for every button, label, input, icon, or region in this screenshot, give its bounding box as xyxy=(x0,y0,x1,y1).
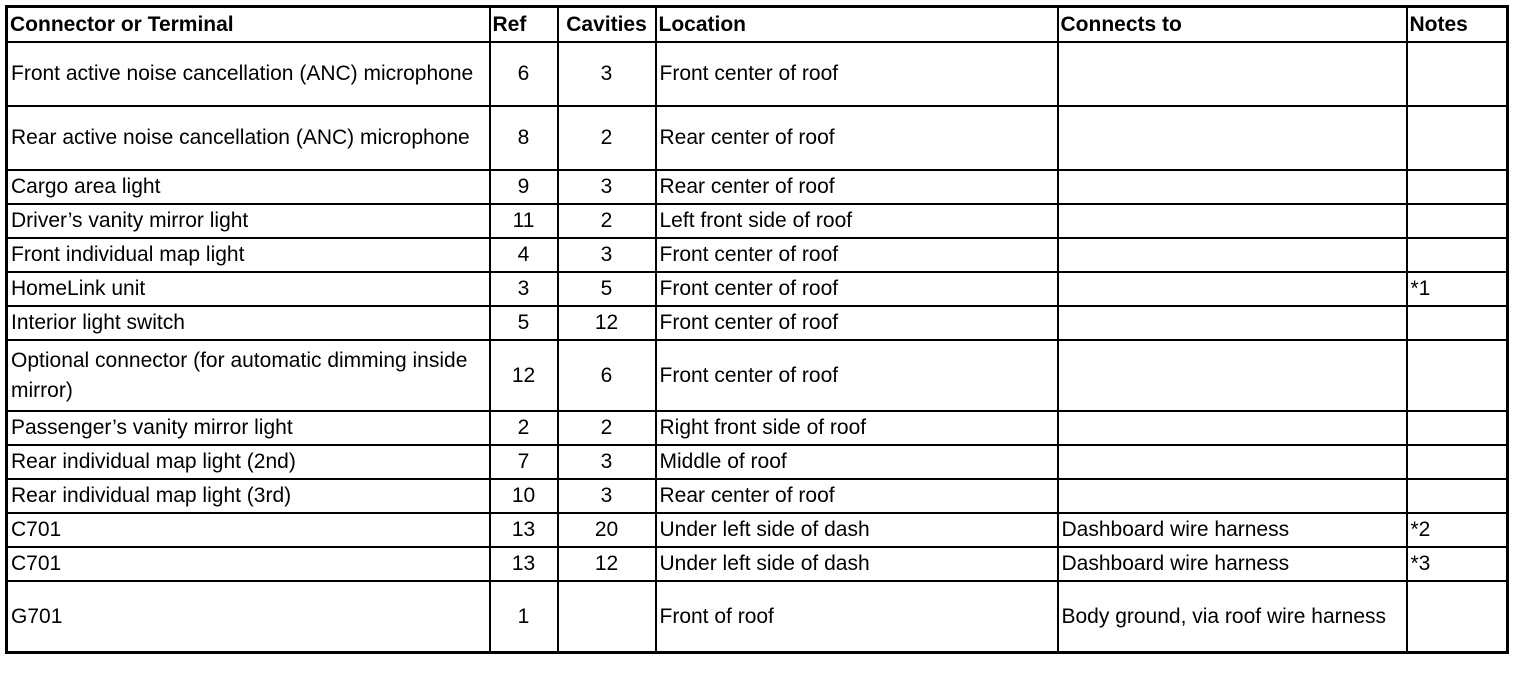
cell-notes: *3 xyxy=(1407,547,1508,581)
cell-connects-to xyxy=(1058,106,1407,170)
table-row xyxy=(7,479,1508,513)
cell-notes: *1 xyxy=(1407,272,1508,306)
cell-cavities: 2 xyxy=(558,204,656,238)
cell-cavities: 3 xyxy=(558,479,656,513)
table-row xyxy=(7,238,1508,272)
col-header-cavities: Cavities xyxy=(558,7,656,43)
cell-notes xyxy=(1407,340,1508,411)
cell-location: Rear center of roof xyxy=(656,479,1058,513)
cell-notes xyxy=(1407,411,1508,445)
cell-cavities: 3 xyxy=(558,238,656,272)
cell-location: Under left side of dash xyxy=(656,513,1058,547)
cell-notes xyxy=(1407,170,1508,204)
cell-location: Front center of roof xyxy=(656,238,1058,272)
table-row xyxy=(7,547,1508,581)
col-header-ref: Ref xyxy=(490,7,558,43)
cell-notes xyxy=(1407,204,1508,238)
cell-connects-to xyxy=(1058,272,1407,306)
cell-location: Under left side of dash xyxy=(656,547,1058,581)
cell-cavities: 3 xyxy=(558,42,656,106)
table-row xyxy=(7,445,1508,479)
cell-location: Left front side of roof xyxy=(656,204,1058,238)
cell-ref: 3 xyxy=(490,272,558,306)
cell-cavities: 3 xyxy=(558,170,656,204)
cell-ref: 13 xyxy=(490,513,558,547)
cell-connects-to: Dashboard wire harness xyxy=(1058,513,1407,547)
cell-location: Rear center of roof xyxy=(656,170,1058,204)
header-row xyxy=(7,7,1508,43)
cell-ref: 9 xyxy=(490,170,558,204)
table-row xyxy=(7,170,1508,204)
cell-connector: Front active noise cancellation (ANC) microphone xyxy=(7,42,490,106)
cell-notes xyxy=(1407,479,1508,513)
cell-cavities: 5 xyxy=(558,272,656,306)
table-row xyxy=(7,411,1508,445)
cell-notes xyxy=(1407,581,1508,653)
cell-cavities: 2 xyxy=(558,411,656,445)
table-row xyxy=(7,42,1508,106)
table-row xyxy=(7,306,1508,340)
cell-cavities xyxy=(558,581,656,653)
cell-connects-to xyxy=(1058,479,1407,513)
cell-ref: 8 xyxy=(490,106,558,170)
cell-connects-to: Dashboard wire harness xyxy=(1058,547,1407,581)
cell-cavities: 12 xyxy=(558,547,656,581)
cell-connects-to xyxy=(1058,170,1407,204)
cell-ref: 7 xyxy=(490,445,558,479)
cell-ref: 10 xyxy=(490,479,558,513)
cell-notes xyxy=(1407,445,1508,479)
cell-location: Front of roof xyxy=(656,581,1058,653)
cell-connector: Rear individual map light (3rd) xyxy=(7,479,490,513)
table-row xyxy=(7,106,1508,170)
cell-location: Front center of roof xyxy=(656,42,1058,106)
table-row xyxy=(7,272,1508,306)
cell-connects-to: Body ground, via roof wire harness xyxy=(1058,581,1407,653)
cell-location: Middle of roof xyxy=(656,445,1058,479)
cell-ref: 4 xyxy=(490,238,558,272)
cell-ref: 1 xyxy=(490,581,558,653)
cell-connects-to xyxy=(1058,204,1407,238)
col-header-connects-to: Connects to xyxy=(1058,7,1407,43)
cell-location: Front center of roof xyxy=(656,340,1058,411)
cell-notes xyxy=(1407,42,1508,106)
cell-connector: Optional connector (for automatic dimming inside mirror) xyxy=(7,340,490,411)
table-row xyxy=(7,581,1508,653)
cell-connector: Cargo area light xyxy=(7,170,490,204)
cell-connector: Interior light switch xyxy=(7,306,490,340)
cell-connector: C701 xyxy=(7,547,490,581)
cell-connector: Driver’s vanity mirror light xyxy=(7,204,490,238)
cell-connects-to xyxy=(1058,340,1407,411)
cell-location: Front center of roof xyxy=(656,272,1058,306)
cell-connector: G701 xyxy=(7,581,490,653)
table-row xyxy=(7,204,1508,238)
cell-connects-to xyxy=(1058,445,1407,479)
table-row xyxy=(7,513,1508,547)
cell-connector: Passenger’s vanity mirror light xyxy=(7,411,490,445)
cell-connects-to xyxy=(1058,306,1407,340)
cell-ref: 12 xyxy=(490,340,558,411)
cell-location: Right front side of roof xyxy=(656,411,1058,445)
cell-connects-to xyxy=(1058,411,1407,445)
cell-cavities: 2 xyxy=(558,106,656,170)
cell-location: Front center of roof xyxy=(656,306,1058,340)
cell-connects-to xyxy=(1058,42,1407,106)
cell-location: Rear center of roof xyxy=(656,106,1058,170)
cell-connector: HomeLink unit xyxy=(7,272,490,306)
cell-cavities: 3 xyxy=(558,445,656,479)
cell-ref: 6 xyxy=(490,42,558,106)
col-header-notes: Notes xyxy=(1407,7,1508,43)
cell-cavities: 20 xyxy=(558,513,656,547)
cell-notes: *2 xyxy=(1407,513,1508,547)
cell-cavities: 12 xyxy=(558,306,656,340)
col-header-connector: Connector or Terminal xyxy=(7,7,490,43)
cell-connector: Front individual map light xyxy=(7,238,490,272)
table-row xyxy=(7,340,1508,411)
cell-ref: 5 xyxy=(490,306,558,340)
cell-connector: Rear active noise cancellation (ANC) microphone xyxy=(7,106,490,170)
col-header-location: Location xyxy=(656,7,1058,43)
cell-notes xyxy=(1407,306,1508,340)
cell-ref: 2 xyxy=(490,411,558,445)
connector-table xyxy=(5,5,1509,654)
cell-connects-to xyxy=(1058,238,1407,272)
cell-notes xyxy=(1407,106,1508,170)
cell-cavities: 6 xyxy=(558,340,656,411)
cell-ref: 13 xyxy=(490,547,558,581)
cell-ref: 11 xyxy=(490,204,558,238)
cell-connector: C701 xyxy=(7,513,490,547)
cell-connector: Rear individual map light (2nd) xyxy=(7,445,490,479)
cell-notes xyxy=(1407,238,1508,272)
